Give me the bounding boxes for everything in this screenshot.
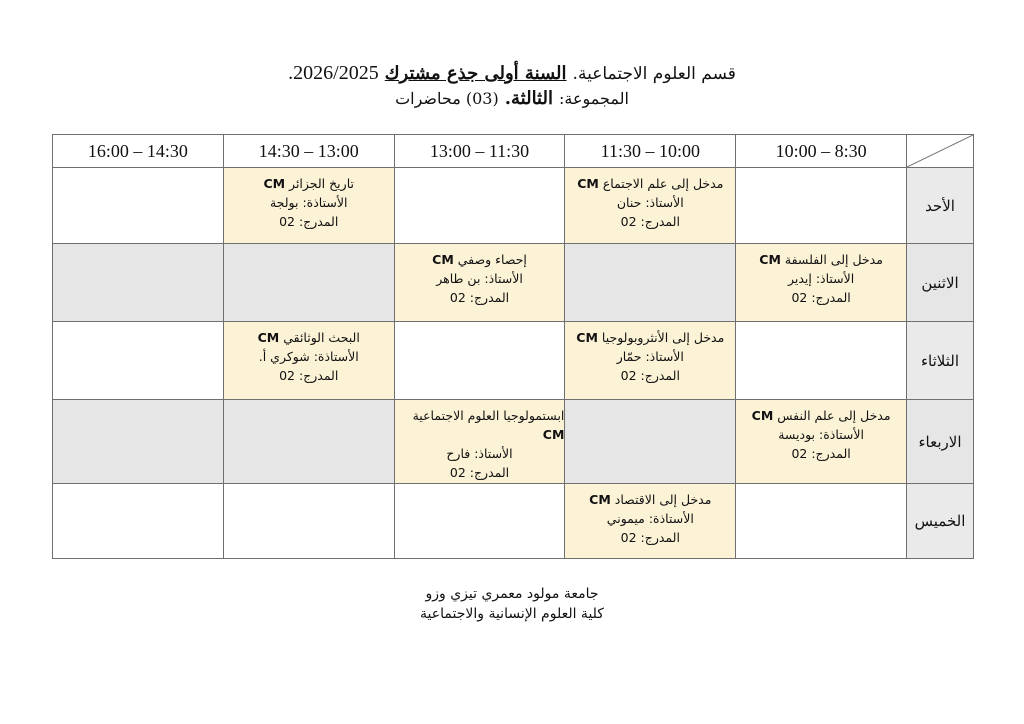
- course-type: CM: [589, 492, 611, 507]
- course-type: CM: [759, 252, 781, 267]
- course-type: CM: [751, 408, 774, 423]
- course-title: مدخل إلى الأنثروبولوجيا: [601, 330, 725, 345]
- empty-cell: [53, 168, 224, 244]
- empty-cell: [53, 322, 224, 400]
- course-room: المدرج: 02: [620, 368, 680, 383]
- course-cell: [223, 168, 394, 244]
- level-name: السنة أولى جذع مشترك: [384, 63, 567, 84]
- course-teacher: الأستاذ: حنان: [616, 195, 684, 210]
- day-row: [53, 484, 974, 559]
- day-label: الاثنين: [907, 244, 974, 322]
- course-info: [736, 400, 906, 463]
- empty-cell: [223, 244, 394, 322]
- course-title: مدخل إلى علم الاجتماع: [602, 176, 724, 191]
- empty-cell: [53, 484, 224, 559]
- department-name: قسم العلوم الاجتماعية.: [572, 64, 736, 84]
- course-room: المدرج: 02: [791, 446, 851, 461]
- course-title-line: [752, 406, 891, 425]
- course-info: [395, 400, 565, 482]
- course-info: [224, 168, 394, 231]
- course-room: المدرج: 02: [791, 290, 851, 305]
- timetable: [52, 134, 974, 559]
- university-name: جامعة مولود معمري تيزي وزو: [425, 586, 599, 602]
- course-title: مدخل إلى الفلسفة: [784, 252, 883, 267]
- course-room: المدرج: 02: [620, 214, 680, 229]
- course-room: المدرج: 02: [449, 465, 510, 480]
- group-name: الثالثة.: [504, 88, 553, 109]
- course-info: [224, 322, 394, 385]
- course-title: تاريخ الجزائر: [289, 176, 354, 191]
- course-cell: [223, 322, 394, 400]
- course-title-line: [263, 174, 354, 193]
- course-cell: [394, 244, 565, 322]
- page-footer: [0, 584, 1024, 624]
- course-teacher: الأستاذ: فارح: [446, 446, 513, 461]
- course-cell: [736, 400, 907, 484]
- empty-cell: [223, 484, 394, 559]
- empty-cell: [223, 400, 394, 484]
- course-info: [736, 244, 906, 307]
- course-teacher: الأستاذة: بولجة: [269, 195, 348, 210]
- time-slot-header: 11:30 – 13:00: [394, 135, 565, 168]
- course-teacher: الأستاذة: بوديسة: [778, 427, 864, 442]
- course-title-line: [759, 250, 883, 269]
- course-teacher: الأستاذة: ميموني: [606, 511, 694, 526]
- course-title-line: [576, 328, 724, 347]
- course-info: [395, 244, 565, 307]
- time-header-row: [53, 135, 974, 168]
- course-title: ابستمولوجيا العلوم الاجتماعية: [412, 408, 565, 423]
- time-slot-header: 8:30 – 10:00: [736, 135, 907, 168]
- group-label: المجموعة:: [558, 89, 629, 108]
- course-type: CM: [576, 330, 598, 345]
- empty-cell: [736, 168, 907, 244]
- course-title-line: [258, 328, 360, 347]
- course-type: CM: [257, 330, 280, 345]
- day-row: [53, 168, 974, 244]
- course-cell: [565, 168, 736, 244]
- header-group-line: [0, 87, 1024, 111]
- course-title: البحث الوثائقي: [283, 330, 360, 345]
- corner-cell: [907, 135, 974, 168]
- course-room: المدرج: 02: [279, 368, 339, 383]
- academic-year: .2026/2025: [288, 62, 379, 84]
- empty-cell: [736, 484, 907, 559]
- empty-cell: [53, 400, 224, 484]
- empty-cell: [565, 400, 736, 484]
- course-type: CM: [542, 427, 565, 442]
- course-type: CM: [577, 176, 599, 191]
- course-type: CM: [432, 252, 454, 267]
- empty-cell: [736, 322, 907, 400]
- course-info: [565, 484, 735, 547]
- course-teacher: الأستاذ: حمّار: [616, 349, 684, 364]
- course-teacher: الأستاذ: بن طاهر: [436, 271, 523, 286]
- course-title: مدخل إلى علم النفس: [777, 408, 891, 423]
- day-label: الثلاثاء: [907, 322, 974, 400]
- day-row: [53, 244, 974, 322]
- lectures-count: (03) محاضرات: [395, 89, 499, 108]
- course-title-line: [577, 174, 723, 193]
- time-slot-header: 10:00 – 11:30: [565, 135, 736, 168]
- course-cell: [736, 244, 907, 322]
- day-label: الخميس: [907, 484, 974, 559]
- empty-cell: [53, 244, 224, 322]
- course-room: المدرج: 02: [620, 530, 680, 545]
- time-slot-header: 13:00 – 14:30: [223, 135, 394, 168]
- course-info: [565, 322, 735, 385]
- course-cell: [565, 322, 736, 400]
- empty-cell: [565, 244, 736, 322]
- course-cell: [394, 400, 565, 484]
- page-header: [0, 60, 1024, 111]
- course-cell: [565, 484, 736, 559]
- course-room: المدرج: 02: [449, 290, 510, 305]
- diagonal-divider: [907, 135, 973, 167]
- header-title-line: [0, 60, 1024, 87]
- empty-cell: [394, 484, 565, 559]
- course-teacher: الأستاذة: شوكري أ.: [258, 349, 359, 364]
- day-label: الأحد: [907, 168, 974, 244]
- course-info: [565, 168, 735, 231]
- course-room: المدرج: 02: [279, 214, 339, 229]
- course-teacher: الأستاذ: إيدير: [787, 271, 855, 286]
- course-type: CM: [263, 176, 286, 191]
- course-title: مدخل إلى الاقتصاد: [614, 492, 712, 507]
- day-label: الاربعاء: [907, 400, 974, 484]
- course-title-line: [589, 490, 711, 509]
- empty-cell: [394, 322, 565, 400]
- time-slot-header: 14:30 – 16:00: [53, 135, 224, 168]
- course-title: إحصاء وصفي: [457, 252, 527, 267]
- day-row: [53, 322, 974, 400]
- day-row: [53, 400, 974, 484]
- faculty-name: كلية العلوم الإنسانية والاجتماعية: [420, 606, 604, 622]
- empty-cell: [394, 168, 565, 244]
- course-title-line: [395, 406, 565, 444]
- course-title-line: [432, 250, 527, 269]
